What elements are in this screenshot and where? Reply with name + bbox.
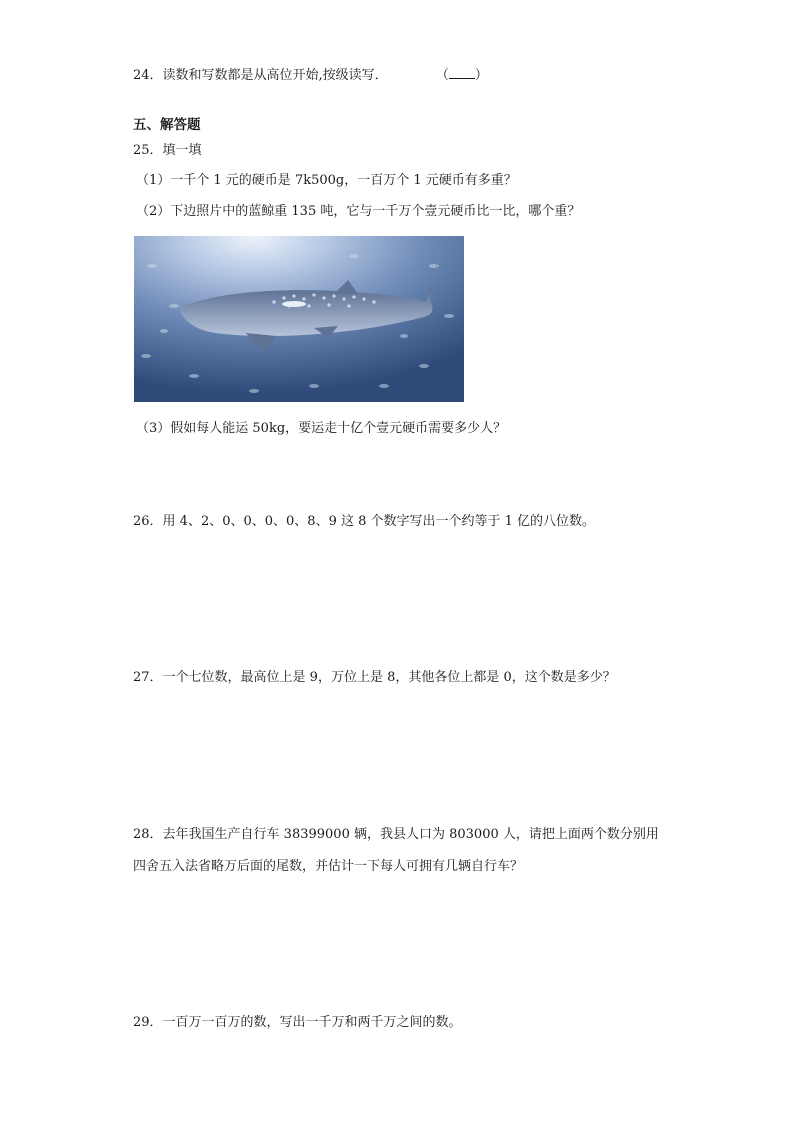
whale-shark-photo <box>134 236 464 402</box>
question-25-part1: （1）一千个 1 元的硬币是 7k500g，一百万个 1 元硬币有多重？ <box>136 173 517 188</box>
answer-blank-group: （ ） <box>435 68 488 83</box>
question-27: 27．一个七位数，最高位上是 9，万位上是 8，其他各位上都是 0，这个数是多少？ <box>133 670 616 685</box>
question-24 <box>133 66 488 86</box>
question-25-part3: （3）假如每人能运 50kg，要运走十亿个壹元硬币需要多少人？ <box>136 421 507 436</box>
whale-photo-image <box>134 236 464 402</box>
question-28-line2: 四舍五入法省略万后面的尾数，并估计一下每人可拥有几辆自行车？ <box>133 859 524 874</box>
section-title: 五、解答题 <box>133 117 201 133</box>
question-26: 26．用 4、2、0、0、0、0、8、9 这 8 个数字写出一个约等于 1 亿的八位数。 <box>133 514 596 529</box>
question-29: 29．一百万一百万的数，写出一千万和两千万之间的数。 <box>133 1015 462 1030</box>
question-28-line1: 28．去年我国生产自行车 38399000 辆，我县人口为 803000 人，请把上面两个数分别用 <box>133 827 659 842</box>
question-25-title: 25．填一填 <box>133 143 202 158</box>
answer-blank[interactable] <box>449 66 475 79</box>
question-25-part2: （2）下边照片中的蓝鲸重 135 吨，它与一千万个壹元硬币比一比，哪个重？ <box>136 204 581 219</box>
question-24-text: 24．读数和写数都是从高位开始,按级读写． <box>133 68 388 83</box>
